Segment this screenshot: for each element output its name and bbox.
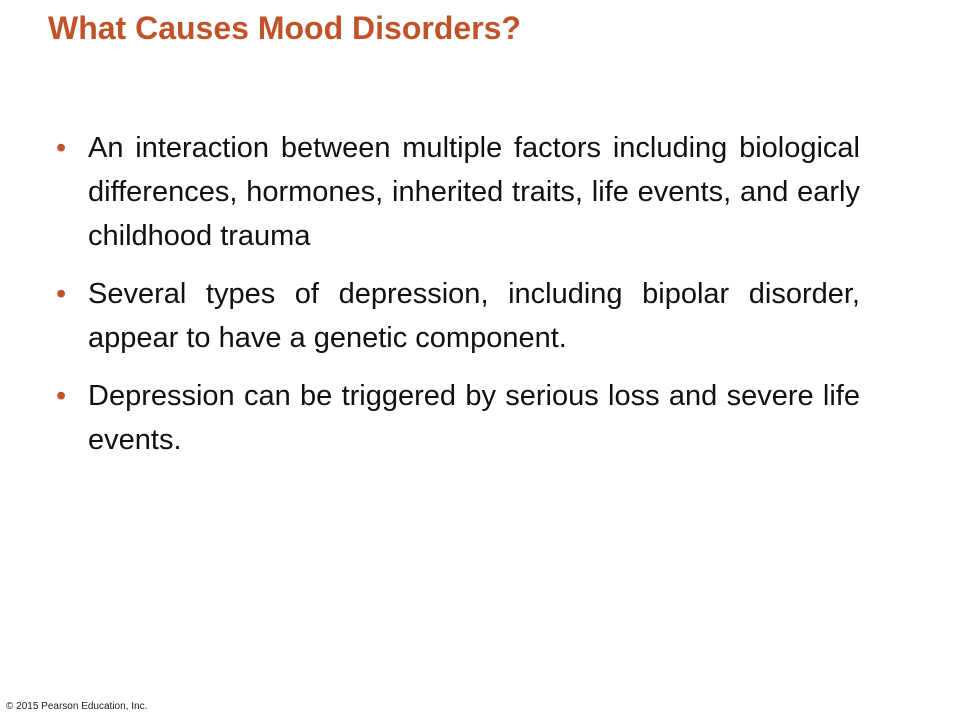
slide-title: What Causes Mood Disorders? [48,10,521,46]
bullet-list [48,126,860,476]
bullet-item [48,126,860,258]
bullet-text: Several types of depression, including bipolar disorder, appear to have a genetic component. [88,278,860,354]
bullet-item [48,374,860,462]
bullet-text: An interaction between multiple factors including biological differences, hormones, inherited traits, life events, and early childhood trauma [88,132,860,252]
bullet-dot-icon: • [56,132,67,164]
bullet-text: Depression can be triggered by serious loss and severe life events. [88,380,860,456]
bullet-item [48,272,860,360]
copyright-notice: © 2015 Pearson Education, Inc. [6,701,148,712]
bullet-dot-icon: • [56,278,67,310]
bullet-dot-icon: • [56,380,67,412]
